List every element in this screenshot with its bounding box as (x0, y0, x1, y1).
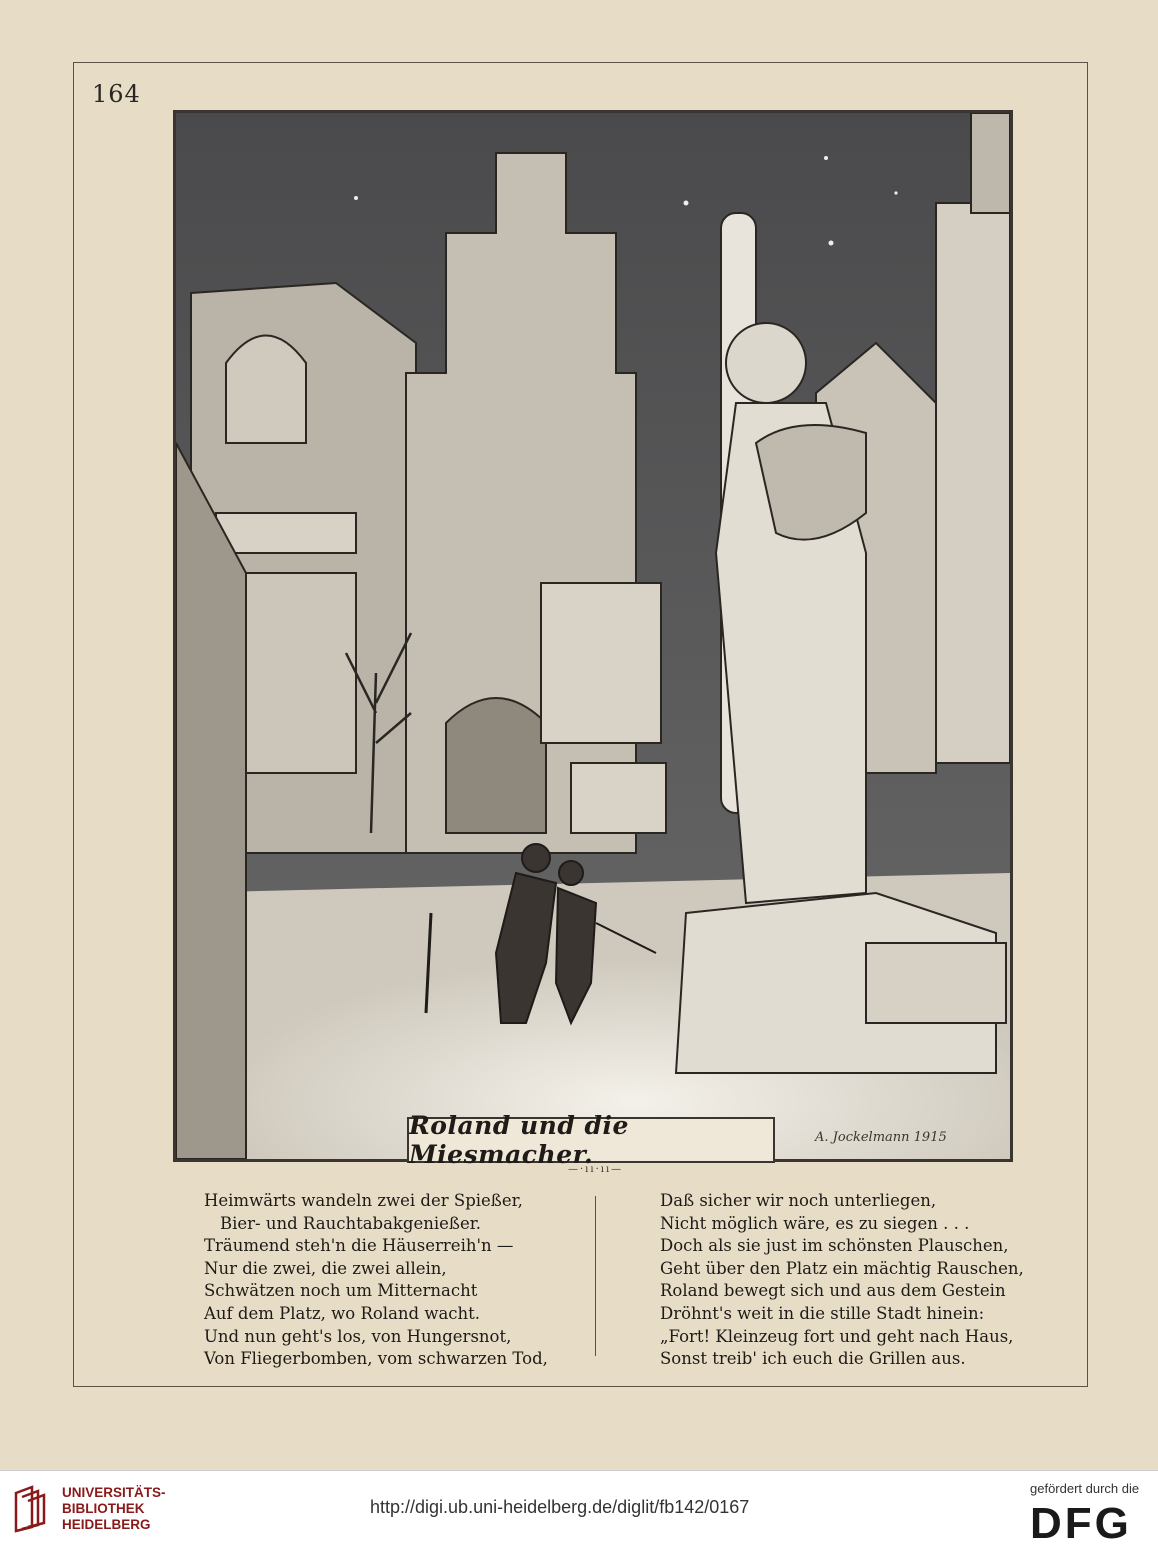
funding-label: gefördert durch die (1030, 1481, 1140, 1496)
illustration-roland-statue (173, 110, 1013, 1162)
library-name[interactable]: UNIVERSITÄTS- BIBLIOTHEK HEIDELBERG (62, 1485, 166, 1532)
poem-line: Roland bewegt sich und aus dem Gestein (660, 1281, 1006, 1301)
poem-line: Doch als sie just im schönsten Plauschen, (660, 1236, 1009, 1256)
poem-right-column (660, 1190, 1024, 1371)
book-stack-icon[interactable] (12, 1483, 56, 1533)
poem-line: Dröhnt's weit in die stille Stadt hinein: (660, 1303, 985, 1323)
poem-line: Bier- und Rauchtabakgenießer. (220, 1213, 482, 1233)
poem-line: Und nun geht's los, von Hungersnot, (204, 1326, 512, 1346)
poem-line: Sonst treib' ich euch die Grillen aus. (660, 1349, 966, 1369)
poem-line: Schwätzen noch um Mitternacht (204, 1281, 478, 1301)
caption-text: Roland und die Miesmacher. (409, 1111, 629, 1169)
illustration-caption (407, 1111, 775, 1169)
viewer-footer (0, 1470, 1158, 1556)
poem-line: Nur die zwei, die zwei allein, (204, 1258, 447, 1278)
artist-signature: A. Jockelmann 1915 (815, 1130, 947, 1145)
poem-left-column (204, 1190, 548, 1371)
poem-line: „Fort! Kleinzeug fort und geht nach Haus, (660, 1326, 1014, 1346)
poem-line: Nicht möglich wäre, es zu siegen . . . (660, 1213, 970, 1233)
page-number: 164 (92, 80, 141, 108)
permalink-url[interactable]: http://digi.ub.uni-heidelberg.de/diglit/fb142/0167 (370, 1497, 750, 1517)
poem-line: Geht über den Platz ein mächtig Rauschen, (660, 1258, 1024, 1278)
poem-line: Träumend steh'n die Häuserreih'n — (204, 1236, 514, 1256)
illustration-drawing (176, 113, 1010, 1159)
poem-line: Auf dem Platz, wo Roland wacht. (204, 1303, 481, 1323)
dfg-logo[interactable]: DFG (1030, 1499, 1132, 1548)
poem-line: Heimwärts wandeln zwei der Spießer, (204, 1191, 523, 1210)
poem-line: Daß sicher wir noch unterliegen, (660, 1191, 937, 1210)
poem-line: Von Fliegerbomben, vom schwarzen Tod, (204, 1349, 548, 1369)
column-divider (595, 1196, 596, 1356)
divider-ornament: —·ıı·ıı— (568, 1164, 624, 1175)
